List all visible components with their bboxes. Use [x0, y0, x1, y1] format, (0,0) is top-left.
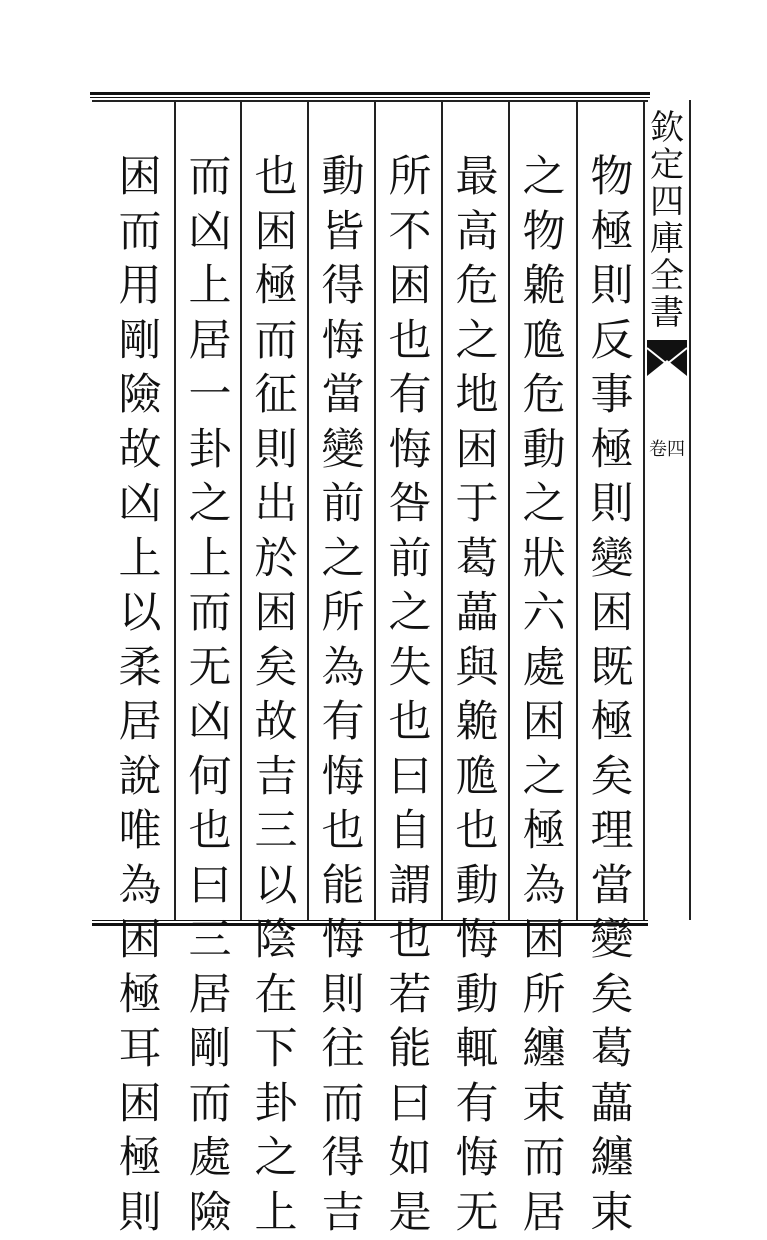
- column-divider: [240, 102, 242, 920]
- text-column-2: 之物臲卼危動之狀六處困之極為困所纏束而居: [522, 152, 566, 1238]
- text-column-7: 而凶上居一卦之上而无凶何也曰三居剛而處險: [188, 152, 232, 1238]
- text-column-1: 物極則反事極則變困既極矣理當變矣葛藟纏束: [590, 152, 634, 1238]
- book-title: 欽定四庫全書: [650, 108, 684, 333]
- column-divider: [441, 102, 443, 920]
- column-divider: [576, 102, 578, 920]
- column-divider: [374, 102, 376, 920]
- volume-label: 卷四: [649, 439, 685, 460]
- column-divider: [174, 102, 176, 920]
- text-column-8: 困而用剛險故凶上以柔居說唯為困極耳困極則: [118, 152, 162, 1238]
- top-border-rule: [90, 92, 650, 98]
- text-column-3: 最高危之地困于葛藟與臲卼也動悔動輒有悔无: [455, 152, 499, 1238]
- text-column-4: 所不困也有悔咎前之失也曰自謂也若能曰如是: [388, 152, 432, 1238]
- text-column-6: 也困極而征則出於困矣故吉三以陰在下卦之上: [254, 152, 298, 1238]
- column-divider: [508, 102, 510, 920]
- column-divider: [307, 102, 309, 920]
- fish-tail-mark-icon: [645, 338, 689, 378]
- text-column-5: 動皆得悔當變前之所為有悔也能悔則往而得吉: [321, 152, 365, 1238]
